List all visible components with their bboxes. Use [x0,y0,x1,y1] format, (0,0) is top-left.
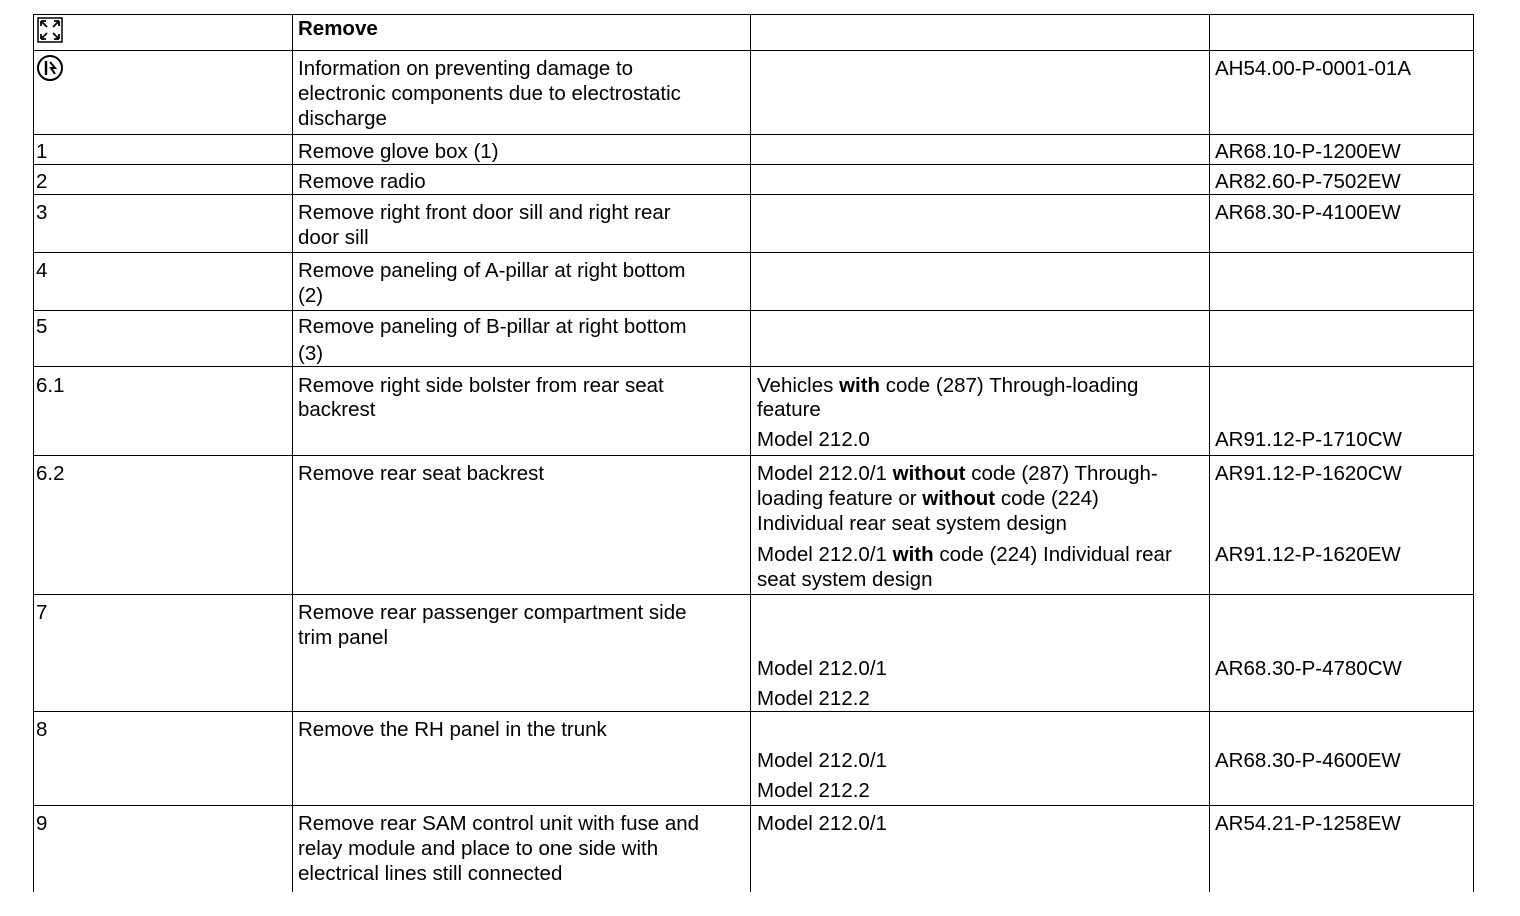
step-description: trim panel [298,626,389,649]
grid-line [33,252,1474,253]
condition-text: Model 212.2 [757,779,870,802]
step-description: electronic components due to electrostatic [298,82,681,105]
reference-link[interactable]: AR82.60-P-7502EW [1215,170,1401,193]
grid-line [33,194,1474,195]
grid-line [33,594,1474,595]
condition-text: feature [757,398,821,421]
condition-text: Model 212.2 [757,687,870,710]
step-description: (3) [298,342,324,365]
step-description: Information on preventing damage to [298,57,634,80]
condition-keyword: with [892,543,934,566]
step-number: 3 [36,201,48,224]
condition-text-part: code (224) [995,487,1099,510]
step-description: door sill [298,226,369,249]
step-number: 5 [36,315,48,338]
grid-line [33,310,1474,311]
reference-link[interactable]: AR68.30-P-4100EW [1215,201,1401,224]
condition-text: Model 212.0/1 [757,657,887,680]
step-number: 7 [36,601,48,624]
condition-text-part: Model 212.0/1 [757,462,893,485]
reference-link[interactable]: AR91.12-P-1620CW [1215,462,1402,485]
step-number: 6.2 [36,462,65,485]
condition-keyword: without [892,462,966,485]
step-number: 2 [36,170,48,193]
reference-link[interactable]: AR68.30-P-4780CW [1215,657,1402,680]
grid-line [33,14,1474,15]
grid-line [1473,14,1474,892]
condition-text-part: code (287) Through-loading [880,374,1139,397]
step-description: Remove paneling of A-pillar at right bottom [298,259,686,282]
step-description: electrical lines still connected [298,862,563,885]
section-heading: Remove [298,17,378,40]
step-description: Remove right side bolster from rear seat [298,374,664,397]
grid-line [292,14,293,892]
grid-line [33,455,1474,456]
step-description: discharge [298,107,387,130]
grid-line [33,366,1474,367]
reference-link[interactable]: AH54.00-P-0001-01A [1215,57,1412,80]
condition-text [757,486,1099,511]
reference-link[interactable]: AR68.30-P-4600EW [1215,749,1401,772]
condition-text: Model 212.0 [757,428,870,451]
condition-text-part: loading feature or [757,487,923,510]
condition-text: Individual rear seat system design [757,512,1067,535]
esd-warning-icon [36,54,64,82]
step-description: Remove rear passenger compartment side [298,601,687,624]
condition-text [757,542,1172,567]
condition-text-part: code (287) Through- [965,462,1158,485]
grid-line [33,711,1474,712]
grid-line [33,805,1474,806]
step-description: (2) [298,284,324,307]
condition-text [757,461,1158,486]
step-number: 4 [36,259,48,282]
reference-link[interactable]: AR54.21-P-1258EW [1215,812,1401,835]
step-description: relay module and place to one side with [298,837,659,860]
condition-keyword: without [922,487,996,510]
grid-line [1209,14,1210,892]
step-description: backrest [298,398,376,421]
condition-text [757,373,1138,398]
step-number: 9 [36,812,48,835]
step-number: 8 [36,718,48,741]
step-description: Remove the RH panel in the trunk [298,718,607,741]
expand-arrows-icon [37,17,63,43]
condition-text-part: Vehicles [757,374,840,397]
condition-keyword: with [839,374,881,397]
reference-link[interactable]: AR91.12-P-1620EW [1215,543,1401,566]
condition-text: Model 212.0/1 [757,749,887,772]
step-number: 6.1 [36,374,65,397]
step-description: Remove radio [298,170,426,193]
grid-line [750,14,751,892]
step-number: 1 [36,140,48,163]
grid-line [33,50,1474,51]
step-description: Remove rear seat backrest [298,462,545,485]
condition-text-part: Model 212.0/1 [757,543,893,566]
step-description: Remove rear SAM control unit with fuse and [298,812,700,835]
condition-text: seat system design [757,568,933,591]
reference-link[interactable]: AR91.12-P-1710CW [1215,428,1402,451]
grid-line [33,14,34,892]
step-description: Remove glove box (1) [298,140,499,163]
reference-link[interactable]: AR68.10-P-1200EW [1215,140,1401,163]
condition-text-part: code (224) Individual rear [933,543,1172,566]
condition-text: Model 212.0/1 [757,812,887,835]
step-description: Remove paneling of B-pillar at right bottom [298,315,687,338]
step-description: Remove right front door sill and right rear [298,201,671,224]
grid-line [33,134,1474,135]
grid-line [33,164,1474,165]
